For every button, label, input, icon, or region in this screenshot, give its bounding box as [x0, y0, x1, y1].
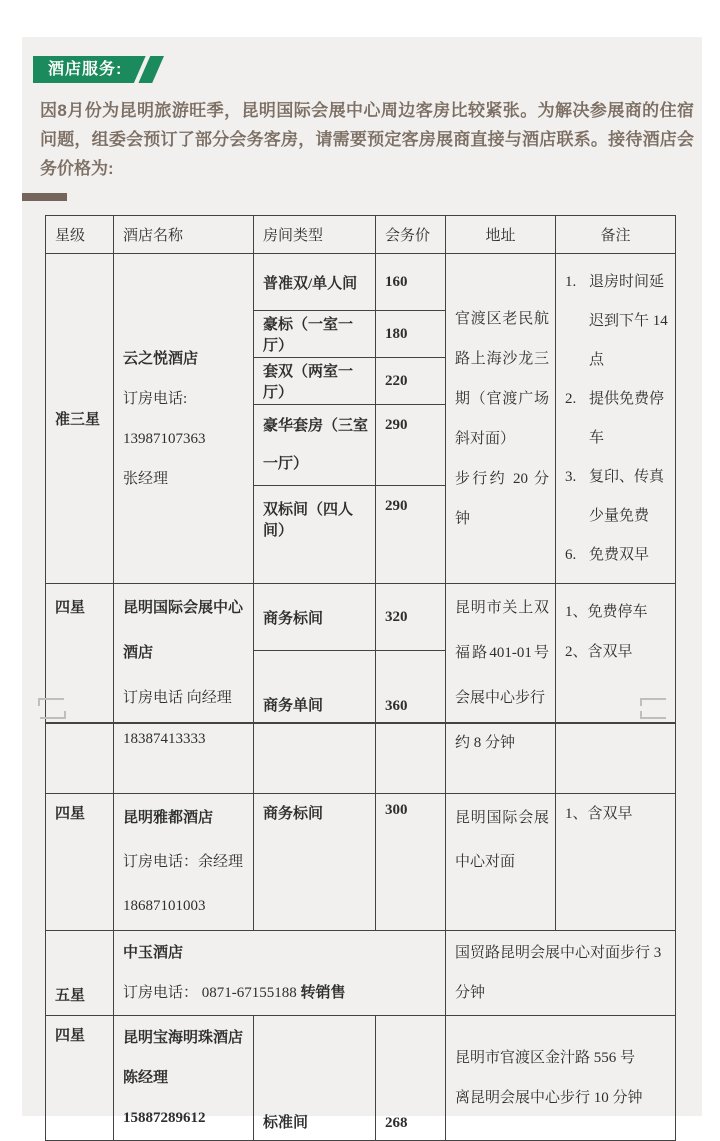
header-star: 星级 — [46, 216, 114, 254]
address-line: 昆明市官渡区金汁路 556 号 — [455, 1050, 636, 1066]
header-price: 会务价 — [376, 216, 446, 254]
hotel-manager: 张经理 — [123, 470, 169, 487]
cell-price-empty — [376, 723, 446, 794]
cell-price: 360 — [376, 651, 446, 724]
hotel-table-page2-wrap — [45, 722, 676, 1141]
note-item — [565, 263, 669, 380]
hotel-table-page1-wrap — [45, 215, 676, 724]
cell-room-type: 商务单间 — [254, 651, 376, 724]
hotel-phone-suffix: 转销售 — [300, 985, 346, 1001]
header-hotel: 酒店名称 — [114, 216, 254, 254]
cell-hotel-yunzhiyue — [114, 254, 254, 584]
hotel-phone-label: 订房电话： — [123, 985, 199, 1001]
hotel-phone-number: 18687101003 — [123, 898, 206, 914]
table-row — [46, 1016, 676, 1141]
cell-star-yadu: 四星 — [46, 794, 114, 931]
note-text: 退房时间延迟到下午 14 点 — [589, 273, 668, 368]
note-number: 3. — [565, 468, 577, 485]
note-text: 复印、传真少量免费 — [589, 468, 665, 524]
section-title: 酒店服务: — [48, 61, 123, 78]
divider-bar — [22, 193, 67, 201]
cell-hotel-baohai — [114, 1016, 254, 1141]
cell-price: 220 — [376, 358, 446, 405]
cell-star-zhunsanxing: 准三星 — [46, 254, 114, 584]
table-handle-mark — [640, 711, 666, 719]
hotel-phone-label: 订房电话 向经理 — [123, 690, 232, 706]
table-handle-mark — [38, 698, 64, 706]
cell-price: 290 — [376, 405, 446, 486]
cell-star-zhongyu: 五星 — [46, 931, 114, 1016]
cell-price: 300 — [376, 794, 446, 931]
hotel-phone-line — [123, 973, 439, 1013]
continuation-row — [46, 723, 676, 794]
cell-star-empty — [46, 723, 114, 794]
hotel-manager-phone: 陈经理 15887289612 — [123, 1070, 206, 1126]
header-row — [46, 216, 676, 254]
section-badge — [33, 56, 164, 83]
hotel-table-page1 — [45, 215, 676, 724]
cell-price: 320 — [376, 584, 446, 651]
cell-room-type: 普准双/单人间 — [254, 254, 376, 311]
cell-room-type: 商务标间 — [254, 584, 376, 651]
address-line: 官渡区老民航路上海沙龙三期（官渡广场斜对面） — [455, 310, 549, 447]
hotel-phone-number: 0871-67155188 — [201, 985, 297, 1001]
cell-room-type: 套双（两室一厅） — [254, 358, 376, 405]
cell-room-type: 豪标（一室一厅） — [254, 311, 376, 358]
cell-address-zhongyu: 国贸路昆明会展中心对面步行 3 分钟 — [446, 931, 676, 1016]
address-line: 离昆明会展中心步行 10 分钟 — [455, 1090, 643, 1106]
cell-star-sixing: 四星 — [46, 584, 114, 724]
cell-price: 268 — [376, 1016, 446, 1141]
note-text: 2、含双早 — [565, 644, 633, 660]
cell-address-baohai — [446, 1016, 676, 1141]
cell-room-empty — [254, 723, 376, 794]
cell-price: 180 — [376, 311, 446, 358]
note-item — [565, 536, 669, 575]
hotel-name: 昆明雅都酒店 — [123, 810, 214, 826]
cell-star-baohai: 四星 — [46, 1016, 114, 1141]
header-address: 地址 — [446, 216, 556, 254]
note-text: 提供免费停车 — [589, 390, 665, 446]
cell-notes-empty — [556, 723, 676, 794]
hotel-table-page2 — [45, 722, 676, 1141]
note-number: 6. — [565, 546, 577, 563]
cell-hotel-zhongyu — [114, 931, 446, 1016]
note-number: 2. — [565, 390, 577, 407]
table-row — [46, 794, 676, 931]
hotel-name: 云之悦酒店 — [123, 350, 199, 367]
cell-address-cont: 约 8 分钟 — [446, 723, 556, 794]
note-text: 1、免费停车 — [565, 604, 648, 620]
cell-address-yadu: 昆明国际会展中心对面 — [446, 794, 556, 931]
hotel-phone-label: 订房电话: — [123, 390, 188, 407]
header-room-type: 房间类型 — [254, 216, 376, 254]
cell-notes-yunzhiyue — [556, 254, 676, 584]
table-row — [46, 931, 676, 1016]
cell-hotel-yadu — [114, 794, 254, 931]
hotel-phone-number: 13987107363 — [123, 430, 206, 447]
cell-room-type: 标准间 — [254, 1016, 376, 1141]
hotel-phone-label: 订房电话：余经理 — [123, 854, 244, 870]
cell-hotel-huizhanzhongxin — [114, 584, 254, 724]
table-handle-mark — [40, 711, 66, 719]
header-notes: 备注 — [556, 216, 676, 254]
cell-address-huizhanzhongxin: 昆明市关上双福路401-01号 会展中心步行 — [446, 584, 556, 724]
note-number: 1. — [565, 273, 577, 290]
cell-address-yunzhiyue — [446, 254, 556, 584]
hotel-name: 中玉酒店 — [123, 945, 184, 961]
cell-room-type: 双标间（四人间） — [254, 486, 376, 584]
table-row — [46, 254, 676, 311]
table-handle-mark — [640, 698, 666, 706]
address-line: 步行约 20 分钟 — [455, 470, 549, 527]
cell-price: 290 — [376, 486, 446, 584]
cell-room-type: 商务标间 — [254, 794, 376, 931]
note-text: 免费双早 — [589, 546, 650, 563]
cell-price: 160 — [376, 254, 446, 311]
cell-notes-yadu: 1、含双早 — [556, 794, 676, 931]
hotel-name: 昆明国际会展中心酒店 — [123, 600, 244, 661]
note-item — [565, 458, 669, 536]
hotel-name: 昆明宝海明珠酒店 — [123, 1030, 244, 1046]
note-item — [565, 380, 669, 458]
intro-paragraph: 因8月份为昆明旅游旺季，昆明国际会展中心周边客房比较紧张。为解决参展商的住宿问题，组委会预订了部分会务客房，请需要预定客房展商直接与酒店联系。接待酒店会务价格为: — [40, 101, 694, 178]
cell-hotel-phone-cont: 18387413333 — [114, 723, 254, 794]
cell-room-type: 豪华套房（三室一厅） — [254, 405, 376, 486]
table-row — [46, 584, 676, 651]
